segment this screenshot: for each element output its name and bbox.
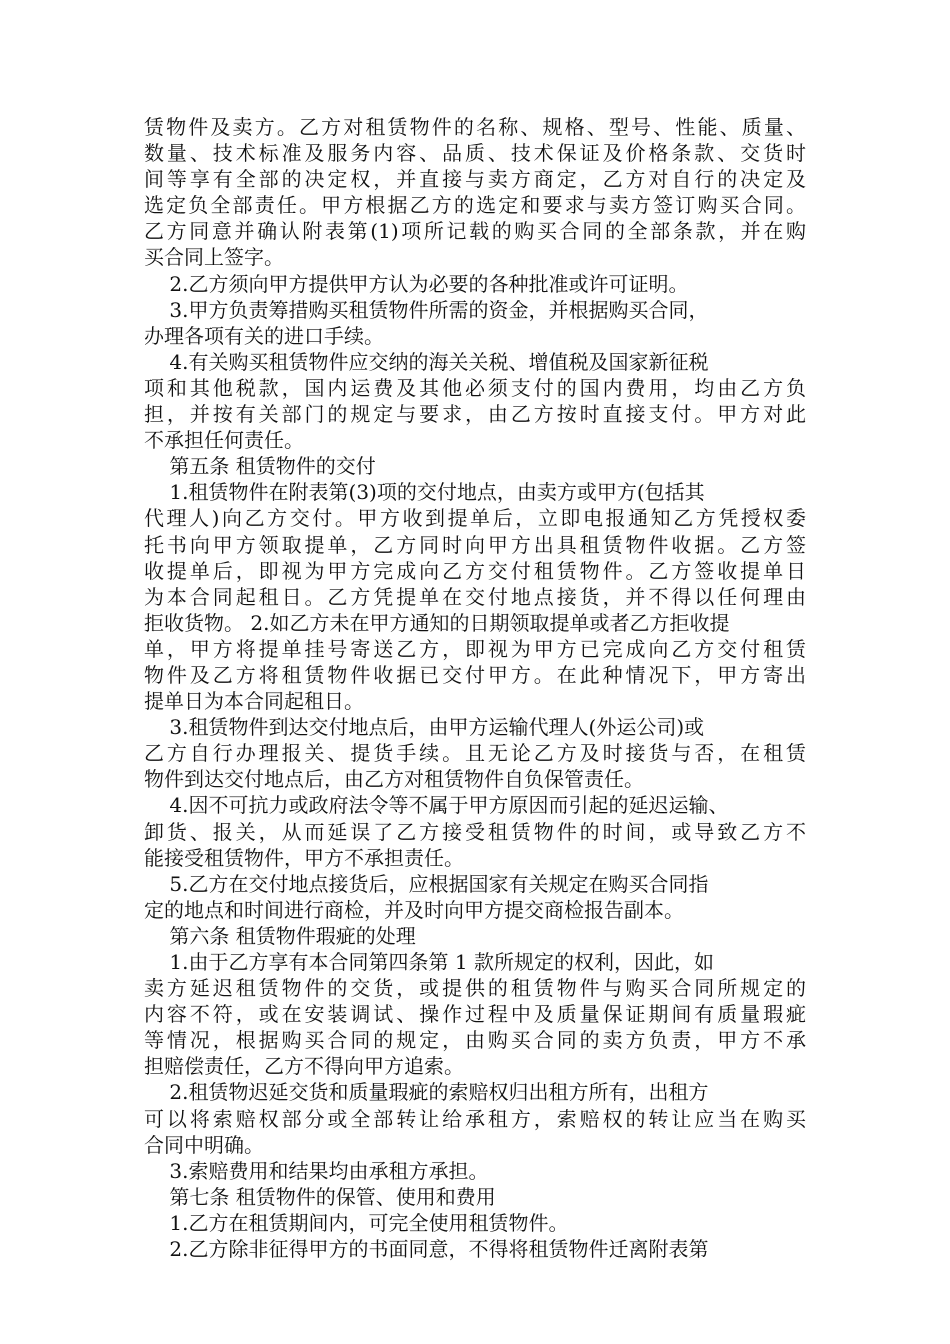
text-line: 办理各项有关的进口手续。 <box>144 323 384 348</box>
text-line: 3.索赔费用和结果均由承租方承担。 <box>144 1158 489 1183</box>
text-line: 卸货、报关，从而延误了乙方接受租赁物件的时间，或导致乙方不 <box>144 819 806 844</box>
text-line: 3.租赁物件到达交付地点后，由甲方运输代理人(外运公司)或 <box>144 715 705 740</box>
text-line: 5.乙方在交付地点接货后，应根据国家有关规定在购买合同指 <box>144 871 709 896</box>
text-line: 物件到达交付地点后，由乙方对租赁物件自负保管责任。 <box>144 767 644 792</box>
text-line: 能接受租赁物件，甲方不承担责任。 <box>144 845 464 870</box>
text-line: 赁物件及卖方。乙方对租赁物件的名称、规格、型号、性能、质量、 <box>144 115 806 139</box>
text-line: 2.租赁物迟延交货和质量瑕疵的索赔权归出租方所有，出租方 <box>144 1080 709 1105</box>
text-line: 1.乙方在租赁期间内，可完全使用租赁物件。 <box>144 1210 569 1235</box>
text-line: 选定负全部责任。甲方根据乙方的选定和要求与卖方签订购买合同。 <box>144 193 806 218</box>
text-line: 代理人)向乙方交付。甲方收到提单后，立即电报通知乙方凭授权委 <box>144 506 806 531</box>
text-line: 项和其他税款，国内运费及其他必须支付的国内费用，均由乙方负 <box>144 375 806 400</box>
section-heading: 第七条 租赁物件的保管、使用和费用 <box>144 1184 496 1209</box>
text-line: 收提单后，即视为甲方完成向乙方交付租赁物件。乙方签收提单日 <box>144 558 806 583</box>
text-line: 合同中明确。 <box>144 1132 264 1157</box>
text-line: 担赔偿责任，乙方不得向甲方追索。 <box>144 1054 464 1079</box>
text-line: 拒收货物。 2.如乙方未在甲方通知的日期领取提单或者乙方拒收提 <box>144 610 730 635</box>
text-line: 1.租赁物件在附表第(3)项的交付地点，由卖方或甲方(包括其 <box>144 480 705 505</box>
document-page <box>144 114 806 1262</box>
text-line: 4.有关购买租赁物件应交纳的海关关税、增值税及国家新征税 <box>144 349 709 374</box>
text-line: 不承担任何责任。 <box>144 428 304 453</box>
section-heading: 第六条 租赁物件瑕疵的处理 <box>144 923 416 948</box>
text-line: 单，甲方将提单挂号寄送乙方，即视为甲方已完成向乙方交付租赁 <box>144 636 806 661</box>
text-line: 卖方延迟租赁物件的交货，或提供的租赁物件与购买合同所规定的 <box>144 976 806 1001</box>
text-line: 托书向甲方领取提单，乙方同时向甲方出具租赁物件收据。乙方签 <box>144 532 806 557</box>
text-line: 1.由于乙方享有本合同第四条第 1 款所规定的权利，因此，如 <box>144 950 714 974</box>
text-line: 提单日为本合同起租日。 <box>144 689 364 714</box>
text-line: 买合同上签字。 <box>144 245 284 270</box>
text-line: 乙方自行办理报关、提货手续。且无论乙方及时接货与否，在租赁 <box>144 741 806 766</box>
text-line: 数量、技术标准及服务内容、品质、技术保证及价格条款、交货时 <box>144 141 806 166</box>
text-line: 4.因不可抗力或政府法令等不属于甲方原因而引起的延迟运输、 <box>144 793 729 818</box>
text-line: 等情况，根据购买合同的规定，由购买合同的卖方负责，甲方不承 <box>144 1028 806 1053</box>
text-line: 2.乙方须向甲方提供甲方认为必要的各种批准或许可证明。 <box>144 271 689 296</box>
text-line: 2.乙方除非征得甲方的书面同意，不得将租赁物件迁离附表第 <box>144 1237 709 1262</box>
text-line: 间等享有全部的决定权，并直接与卖方商定，乙方对自行的决定及 <box>144 167 806 192</box>
text-line: 3.甲方负责筹措购买租赁物件所需的资金，并根据购买合同， <box>144 297 709 322</box>
text-line: 担，并按有关部门的规定与要求，由乙方按时直接支付。甲方对此 <box>144 402 806 427</box>
text-line: 定的地点和时间进行商检，并及时向甲方提交商检报告副本。 <box>144 897 684 922</box>
text-line: 物件及乙方将租赁物件收据已交付甲方。在此种情况下，甲方寄出 <box>144 662 806 687</box>
text-line: 可以将索赔权部分或全部转让给承租方，索赔权的转让应当在购买 <box>144 1106 806 1131</box>
section-heading: 第五条 租赁物件的交付 <box>144 454 376 479</box>
text-line: 为本合同起租日。乙方凭提单在交付地点接货，并不得以任何理由 <box>144 584 806 609</box>
text-line: 乙方同意并确认附表第(1)项所记载的购买合同的全部条款，并在购 <box>144 219 806 244</box>
text-line: 内容不符，或在安装调试、操作过程中及质量保证期间有质量瑕疵 <box>144 1002 806 1027</box>
